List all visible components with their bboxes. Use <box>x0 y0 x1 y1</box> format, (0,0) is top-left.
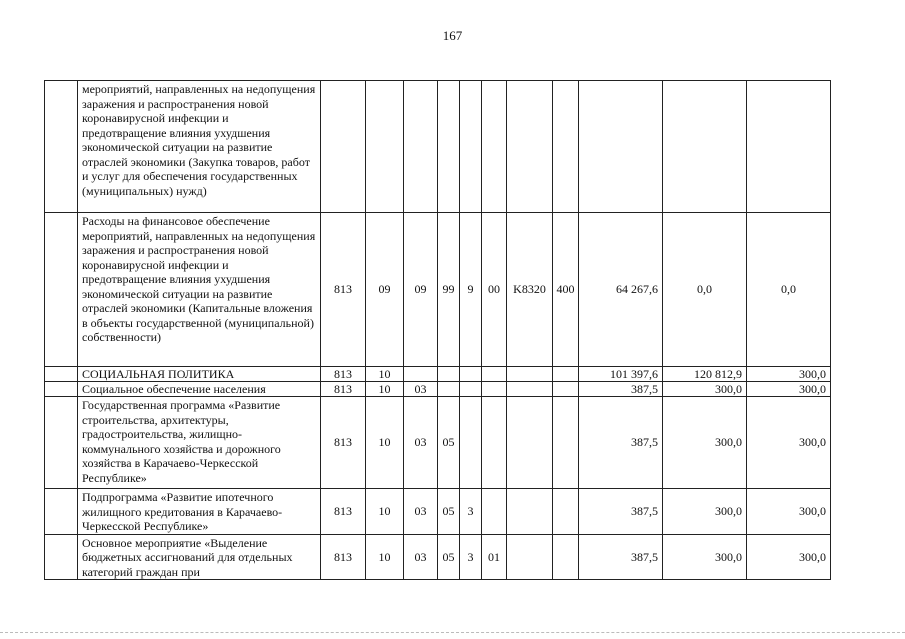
table-row <box>45 534 831 580</box>
grbs-cell: 813 <box>321 382 366 397</box>
row-name: Расходы на финансовое обеспечение мероприятий, направленных на недопущения заражения и распространения новой коронавирусной инфекции и предотвращение влияния ухудшения экономической ситуации на развитие отраслей экономики (Капитальные вложения в объекты государственной (муниципальной) собственности) <box>78 213 321 367</box>
program-cell: 99 <box>438 213 460 367</box>
expense-type-cell <box>553 81 579 213</box>
index-cell <box>45 81 78 213</box>
row-name: СОЦИАЛЬНАЯ ПОЛИТИКА <box>78 367 321 382</box>
index-cell <box>45 382 78 397</box>
grbs-cell: 813 <box>321 397 366 489</box>
amount-year2: 0,0 <box>663 213 747 367</box>
razdel-cell <box>366 81 404 213</box>
expense-type-cell: 400 <box>553 213 579 367</box>
expense-type-cell <box>553 534 579 580</box>
budget-table <box>44 80 831 580</box>
expense-type-cell <box>553 367 579 382</box>
index-cell <box>45 213 78 367</box>
amount-year1: 387,5 <box>579 397 663 489</box>
direction-cell <box>507 397 553 489</box>
subprogram-cell: 3 <box>460 489 482 535</box>
direction-cell: K8320 <box>507 213 553 367</box>
subprogram-cell <box>460 382 482 397</box>
razdel-cell: 10 <box>366 489 404 535</box>
podrazdel-cell: 03 <box>404 382 438 397</box>
subprogram-cell <box>460 367 482 382</box>
table-row <box>45 367 831 382</box>
amount-year2: 300,0 <box>663 382 747 397</box>
expense-type-cell <box>553 382 579 397</box>
podrazdel-cell <box>404 367 438 382</box>
program-cell: 05 <box>438 534 460 580</box>
razdel-cell: 09 <box>366 213 404 367</box>
page-number: 167 <box>442 28 463 43</box>
amount-year2: 120 812,9 <box>663 367 747 382</box>
amount-year3: 300,0 <box>747 489 831 535</box>
amount-year2: 300,0 <box>663 397 747 489</box>
amount-year1: 387,5 <box>579 489 663 535</box>
amount-year1: 64 267,6 <box>579 213 663 367</box>
amount-year2 <box>663 81 747 213</box>
row-name: Подпрограмма «Развитие ипотечного жилищного кредитования в Карачаево-Черкесской Республике» <box>78 489 321 535</box>
program-cell <box>438 367 460 382</box>
index-cell <box>45 534 78 580</box>
amount-year3: 0,0 <box>747 213 831 367</box>
podrazdel-cell: 03 <box>404 534 438 580</box>
amount-year3: 300,0 <box>747 382 831 397</box>
expense-type-cell <box>553 397 579 489</box>
event-cell: 00 <box>482 213 507 367</box>
index-cell <box>45 397 78 489</box>
amount-year1: 101 397,6 <box>579 367 663 382</box>
razdel-cell: 10 <box>366 534 404 580</box>
row-name: Государственная программа «Развитие строительства, архитектуры, градостроительства, жилищно-коммунального хозяйства и дорожного хозяйства в Карачаево-Черкесской Республике» <box>78 397 321 489</box>
subprogram-cell <box>460 81 482 213</box>
program-cell <box>438 382 460 397</box>
row-name: Основное мероприятие «Выделение бюджетных ассигнований для отдельных категорий граждан при <box>78 534 321 580</box>
program-cell: 05 <box>438 397 460 489</box>
grbs-cell: 813 <box>321 367 366 382</box>
podrazdel-cell: 09 <box>404 213 438 367</box>
page-bottom-edge <box>0 632 905 633</box>
row-name: мероприятий, направленных на недопущения заражения и распространения новой коронавирусной инфекции и предотвращение влияния ухудшения экономической ситуации на развитие отраслей экономики (Закупка товаров, работ и услуг для обеспечения государственных (муниципальных) нужд) <box>78 81 321 213</box>
grbs-cell <box>321 81 366 213</box>
amount-year1 <box>579 81 663 213</box>
event-cell <box>482 489 507 535</box>
subprogram-cell: 9 <box>460 213 482 367</box>
event-cell: 01 <box>482 534 507 580</box>
event-cell <box>482 382 507 397</box>
expense-type-cell <box>553 489 579 535</box>
program-cell: 05 <box>438 489 460 535</box>
event-cell <box>482 81 507 213</box>
index-cell <box>45 367 78 382</box>
direction-cell <box>507 382 553 397</box>
podrazdel-cell: 03 <box>404 489 438 535</box>
grbs-cell: 813 <box>321 534 366 580</box>
table-row <box>45 213 831 367</box>
program-cell <box>438 81 460 213</box>
grbs-cell: 813 <box>321 213 366 367</box>
amount-year3: 300,0 <box>747 534 831 580</box>
subprogram-cell: 3 <box>460 534 482 580</box>
amount-year1: 387,5 <box>579 534 663 580</box>
podrazdel-cell <box>404 81 438 213</box>
direction-cell <box>507 81 553 213</box>
table-row <box>45 489 831 535</box>
amount-year3: 300,0 <box>747 367 831 382</box>
amount-year3 <box>747 81 831 213</box>
row-name: Социальное обеспечение населения <box>78 382 321 397</box>
subprogram-cell <box>460 397 482 489</box>
amount-year2: 300,0 <box>663 489 747 535</box>
razdel-cell: 10 <box>366 397 404 489</box>
amount-year2: 300,0 <box>663 534 747 580</box>
event-cell <box>482 397 507 489</box>
amount-year1: 387,5 <box>579 382 663 397</box>
direction-cell <box>507 489 553 535</box>
table-row <box>45 382 831 397</box>
table-row <box>45 81 831 213</box>
direction-cell <box>507 534 553 580</box>
table-row <box>45 397 831 489</box>
event-cell <box>482 367 507 382</box>
podrazdel-cell: 03 <box>404 397 438 489</box>
index-cell <box>45 489 78 535</box>
amount-year3: 300,0 <box>747 397 831 489</box>
razdel-cell: 10 <box>366 367 404 382</box>
grbs-cell: 813 <box>321 489 366 535</box>
razdel-cell: 10 <box>366 382 404 397</box>
direction-cell <box>507 367 553 382</box>
